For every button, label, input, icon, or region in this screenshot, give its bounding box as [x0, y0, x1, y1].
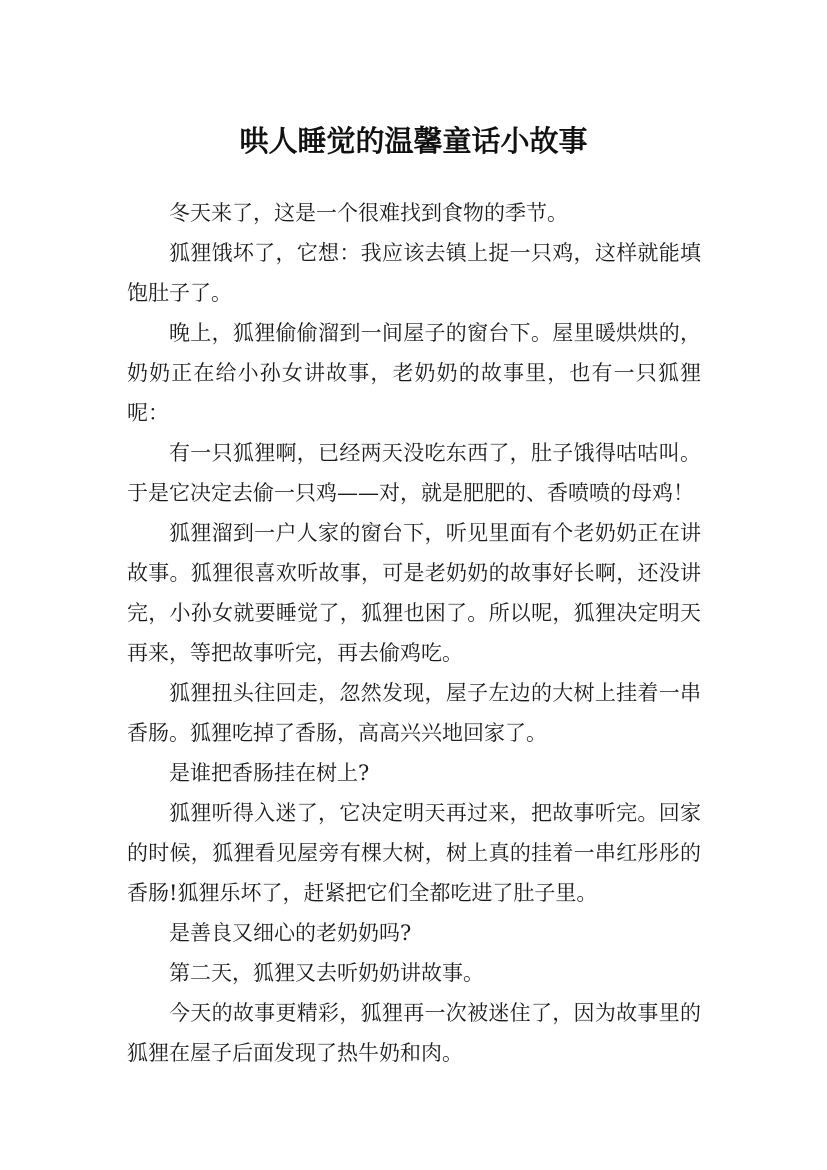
paragraph: 狐狸扭头往回走，忽然发现，屋子左边的大树上挂着一串香肠。狐狸吃掉了香肠，高高兴兴地回家了。 — [127, 681, 701, 745]
paragraph: 狐狸溜到一户人家的窗台下，听见里面有个老奶奶正在讲故事。狐狸很喜欢听故事，可是老奶奶的故事好长啊，还没讲完，小孙女就要睡觉了，狐狸也困了。所以呢，狐狸决定明天再来，等把故事听完，再去偷鸡吃。 — [127, 521, 701, 665]
paragraph: 第二天，狐狸又去听奶奶讲故事。 — [169, 961, 484, 985]
paragraph: 今天的故事更精彩，狐狸再一次被迷住了，因为故事里的狐狸在屋子后面发现了热牛奶和肉。 — [127, 1001, 701, 1065]
page-title: 哄人睡觉的温馨童话小故事 — [239, 124, 588, 159]
paragraph: 是善良又细心的老奶奶吗? — [169, 921, 412, 945]
paragraph: 是谁把香肠挂在树上? — [169, 761, 370, 785]
paragraph: 有一只狐狸啊，已经两天没吃东西了，肚子饿得咕咕叫。于是它决定去偷一只鸡——对，就是肥肥的、香喷喷的母鸡！ — [127, 441, 701, 505]
paragraph: 狐狸听得入迷了，它决定明天再过来，把故事听完。回家的时候，狐狸看见屋旁有棵大树，树上真的挂着一串红彤彤的香肠!狐狸乐坏了，赶紧把它们全都吃进了肚子里。 — [127, 801, 701, 905]
paragraph: 冬天来了，这是一个很难找到食物的季节。 — [169, 201, 568, 225]
paragraph: 狐狸饿坏了，它想：我应该去镇上捉一只鸡，这样就能填饱肚子了。 — [127, 241, 701, 305]
story-body — [127, 193, 701, 1073]
paragraph: 晚上，狐狸偷偷溜到一间屋子的窗台下。屋里暖烘烘的，奶奶正在给小孙女讲故事，老奶奶的故事里，也有一只狐狸呢： — [127, 321, 701, 425]
